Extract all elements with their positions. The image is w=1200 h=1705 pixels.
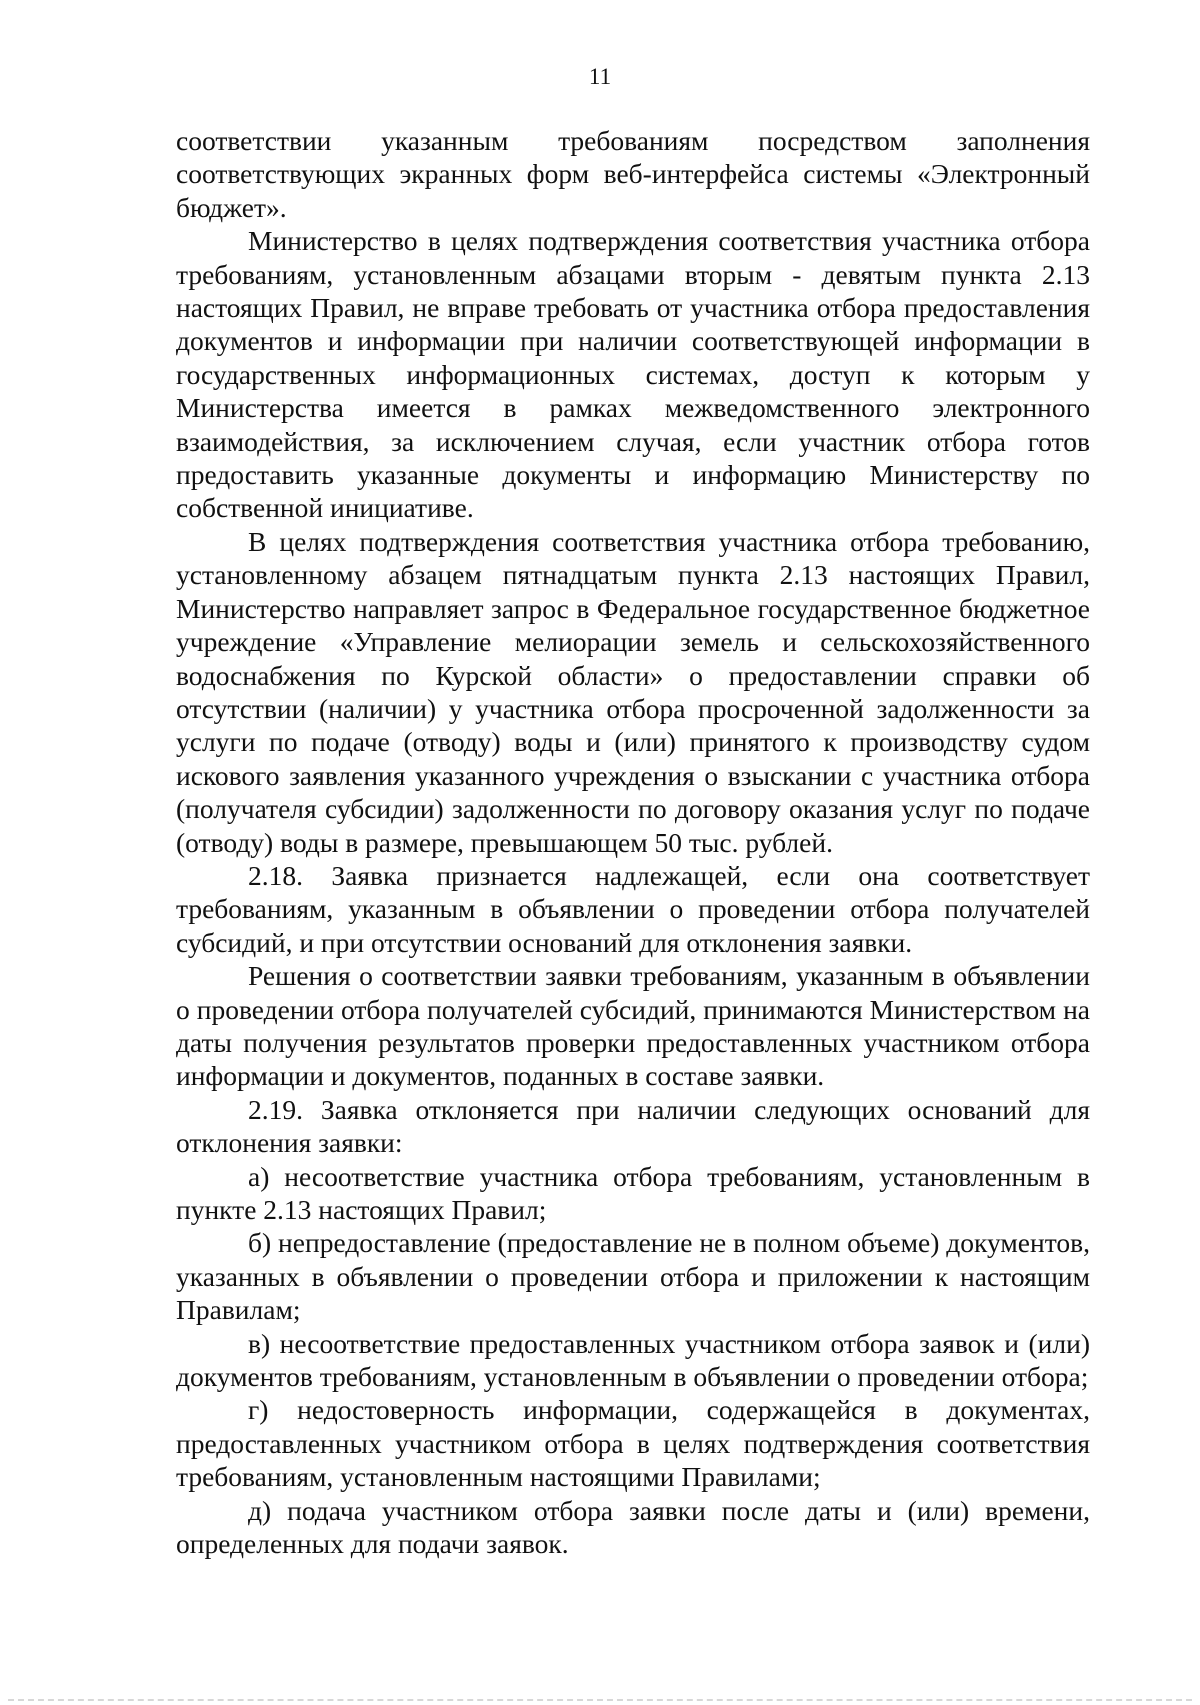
paragraph-ministry-not-entitled: Министерство в целях подтверждения соответствия участника отбора требованиям, установленным абзацами вторым - девятым пункта 2.13 настоящих Правил, не вправе требовать от участника отбора предоставления документов и информации при наличии соответствующей информации в государственных информационных системах, доступ к которым у Министерства имеется в рамках межведомственного электронного взаимодействия, за исключением случая, если участник отбора готов предоставить указанные документы и информацию Министерству по собственной инициативе. bbox=[176, 225, 1090, 524]
document-body bbox=[176, 124, 1090, 1560]
list-item-v: в) несоответствие предоставленных участником отбора заявок и (или) документов требованиям, установленным в объявлении о проведении отбора; bbox=[176, 1327, 1090, 1393]
paragraph-decisions: Решения о соответствии заявки требованиям, указанным в объявлении о проведении отбора получателей субсидий, принимаются Министерством на даты получения результатов проверки предоставленных участником отбора информации и документов, поданных в составе заявки. bbox=[176, 960, 1090, 1092]
list-item-a: а) несоответствие участника отбора требованиям, установленным в пункте 2.13 настоящих Правил; bbox=[176, 1160, 1090, 1225]
list-item-g: г) недостоверность информации, содержащейся в документах, предоставленных участником отбора в целях подтверждения соответствия требованиям, установленным настоящими Правилами; bbox=[176, 1394, 1090, 1493]
page-number: 11 bbox=[588, 64, 612, 89]
paragraph-2-18: 2.18. Заявка признается надлежащей, если она соответствует требованиям, указанным в объявлении о проведении отбора получателей субсидий, и при отсутствии оснований для отклонения заявки. bbox=[176, 859, 1090, 958]
list-item-d: д) подача участником отбора заявки после даты и (или) времени, определенных для подачи заявок. bbox=[176, 1494, 1090, 1560]
paragraph-2-19: 2.19. Заявка отклоняется при наличии следующих оснований для отклонения заявки: bbox=[176, 1093, 1090, 1159]
paragraph-continuation: соответствии указанным требованиям посредством заполнения соответствующих экранных форм веб-интерфейса системы «Электронный бюджет». bbox=[176, 125, 1090, 223]
scan-bottom-edge bbox=[8, 1699, 1192, 1701]
paragraph-request-melioration: В целях подтверждения соответствия участника отбора требованию, установленному абзацем пятнадцатым пункта 2.13 настоящих Правил, Министерство направляет запрос в Федеральное государственное бюджетное учреждение «Управление мелиорации земель и сельскохозяйственного водоснабжения по Курской области» о предоставлении справки об отсутствии (наличии) у участника отбора просроченной задолженности за услуги по подаче (отводу) воды и (или) принятого к производству судом искового заявления указанного учреждения о взыскании с участника отбора (получателя субсидии) задолженности по договору оказания услуг по подаче (отводу) воды в размере, превышающем 50 тыс. рублей. bbox=[176, 525, 1090, 858]
list-item-b: б) непредоставление (предоставление не в полном объеме) документов, указанных в объявлении о проведении отбора и приложении к настоящим Правилам; bbox=[176, 1227, 1090, 1326]
